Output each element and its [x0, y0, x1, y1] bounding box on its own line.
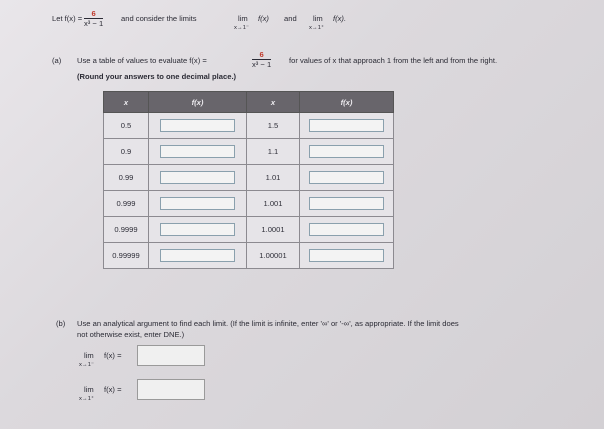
table-row	[104, 191, 394, 217]
answer-input[interactable]	[309, 197, 384, 210]
intro-sub-right: x→1⁺	[309, 25, 324, 31]
answer-input[interactable]	[309, 119, 384, 132]
answer-input[interactable]	[160, 197, 235, 210]
intro-sub-left: x→1⁻	[234, 25, 249, 31]
intro-fx-right: f(x).	[333, 14, 347, 23]
limit-right-fx: f(x) =	[104, 385, 122, 394]
table-row	[104, 165, 394, 191]
right-x-cell: 1.5	[247, 113, 300, 139]
limit-right-input[interactable]	[137, 379, 205, 400]
answer-input[interactable]	[309, 171, 384, 184]
part-a-frac-num: 6	[252, 50, 271, 60]
table-row	[104, 139, 394, 165]
part-a-text-1: Use a table of values to evaluate f(x) =	[77, 56, 207, 65]
header-x-left: x	[104, 92, 149, 113]
limit-left-lim: lim	[84, 351, 94, 360]
intro-lim-right: lim	[313, 14, 323, 23]
limit-right-lim: lim	[84, 385, 94, 394]
left-x-cell: 0.999	[104, 191, 149, 217]
intro-and: and	[284, 14, 297, 23]
intro-fraction	[84, 9, 103, 28]
part-a-frac-den: x³ − 1	[252, 60, 272, 69]
answer-input[interactable]	[160, 145, 235, 158]
left-x-cell: 0.99999	[104, 243, 149, 269]
part-b-text-2: not otherwise exist, enter DNE.)	[77, 330, 185, 339]
table-row	[104, 243, 394, 269]
right-x-cell: 1.0001	[247, 217, 300, 243]
part-a-label: (a)	[52, 56, 62, 65]
answer-input[interactable]	[160, 249, 235, 262]
left-x-cell: 0.5	[104, 113, 149, 139]
left-x-cell: 0.99	[104, 165, 149, 191]
left-x-cell: 0.9	[104, 139, 149, 165]
part-b-text-1: Use an analytical argument to find each limit. (If the limit is infinite, enter '∞' or '-∞', as appropriate. If the limit does	[77, 319, 459, 328]
table-row	[104, 217, 394, 243]
values-table	[103, 91, 394, 269]
limit-left-fx: f(x) =	[104, 351, 122, 360]
intro-consider: and consider the limits	[121, 14, 197, 23]
right-x-cell: 1.001	[247, 191, 300, 217]
answer-input[interactable]	[160, 171, 235, 184]
header-x-right: x	[247, 92, 300, 113]
part-a-fraction	[252, 50, 271, 69]
part-b-label: (b)	[56, 319, 66, 328]
table-header-row	[104, 92, 394, 113]
left-x-cell: 0.9999	[104, 217, 149, 243]
answer-input[interactable]	[160, 223, 235, 236]
intro-let: Let f(x) =	[52, 14, 83, 23]
part-a-text-2: for values of x that approach 1 from the left and from the right.	[289, 56, 498, 65]
answer-input[interactable]	[309, 249, 384, 262]
right-x-cell: 1.1	[247, 139, 300, 165]
answer-input[interactable]	[160, 119, 235, 132]
limit-left-input[interactable]	[137, 345, 205, 366]
intro-frac-den: x³ − 1	[84, 19, 104, 28]
answer-input[interactable]	[309, 145, 384, 158]
header-fx-left: f(x)	[149, 92, 247, 113]
intro-fx-left: f(x)	[258, 14, 269, 23]
round-note: (Round your answers to one decimal place.)	[77, 72, 237, 81]
right-x-cell: 1.01	[247, 165, 300, 191]
limit-left-sub: x→1⁻	[79, 362, 94, 368]
intro-frac-num: 6	[84, 9, 103, 19]
right-x-cell: 1.00001	[247, 243, 300, 269]
intro-lim-left: lim	[238, 14, 248, 23]
answer-input[interactable]	[309, 223, 384, 236]
limit-right-sub: x→1⁺	[79, 396, 94, 402]
header-fx-right: f(x)	[300, 92, 394, 113]
table-row	[104, 113, 394, 139]
